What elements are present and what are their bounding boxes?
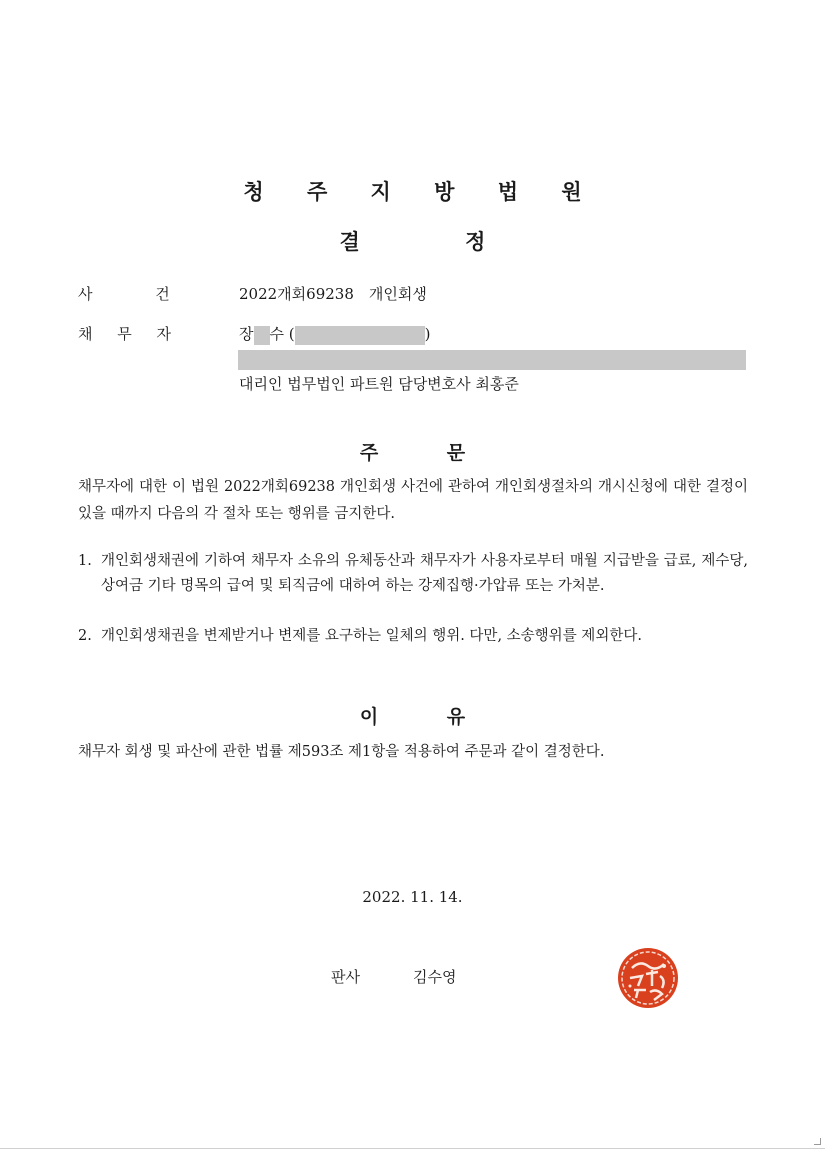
order-item-2 [78,624,748,649]
judge-name: 김수영 [413,968,457,986]
debtor-row [78,322,678,346]
redacted-name-middle [254,326,270,345]
court-name: 청 주 지 방 법 원 [243,180,600,204]
document-type: 결 정 [339,230,486,254]
order-intro: 채무자에 대한 이 법원 2022개회69238 개인회생 사건에 관하여 개인회생절차의 개시신청에 대한 결정이 있을 때까지 다음의 각 절차 또는 행위를 금지한다. [78,479,748,522]
redacted-id-number [295,326,425,345]
order-item-number: 2. [78,628,92,644]
order-item-text: 개인회생채권을 변제받거나 변제를 요구하는 일체의 행위. 다만, 소송행위를 제외한다. [101,628,642,644]
order-item-number: 1. [78,553,92,569]
decision-date: 2022. 11. 14. [362,888,463,906]
order-item-text: 개인회생채권에 기하여 채무자 소유의 유체동산과 채무자가 사용자로부터 매월 지급받을 급료, 제수당, 상여금 기타 명목의 급여 및 퇴직금에 대하여 하는 강제집행·가압류 또는 가처분. [101,553,748,594]
page-corner-mark [814,1138,821,1145]
agent-value: 대리인 법무법인 파트원 담당변호사 최홍준 [239,375,519,393]
debtor-name-last: 수 [269,325,284,343]
page-bottom-rule [0,1148,825,1149]
order-item-1 [78,549,748,598]
judge-title: 판사 [331,968,360,986]
judge-seal-icon [616,946,680,1010]
case-row [78,282,678,306]
order-heading: 주 문 [359,442,466,464]
redacted-address [238,350,746,370]
debtor-name-first: 장 [239,325,254,343]
open-paren: ( [288,325,295,343]
debtor-label: 채 무 자 [78,325,172,343]
reason-heading: 이 유 [359,706,466,728]
case-value: 2022개회69238 개인회생 [239,285,427,303]
debtor-value [239,322,431,346]
close-paren: ) [424,325,431,343]
reason-text: 채무자 회생 및 파산에 관한 법률 제593조 제1항을 적용하여 주문과 같이 결정한다. [78,744,605,760]
case-label: 사 건 [78,285,170,303]
agent-row [78,372,678,396]
